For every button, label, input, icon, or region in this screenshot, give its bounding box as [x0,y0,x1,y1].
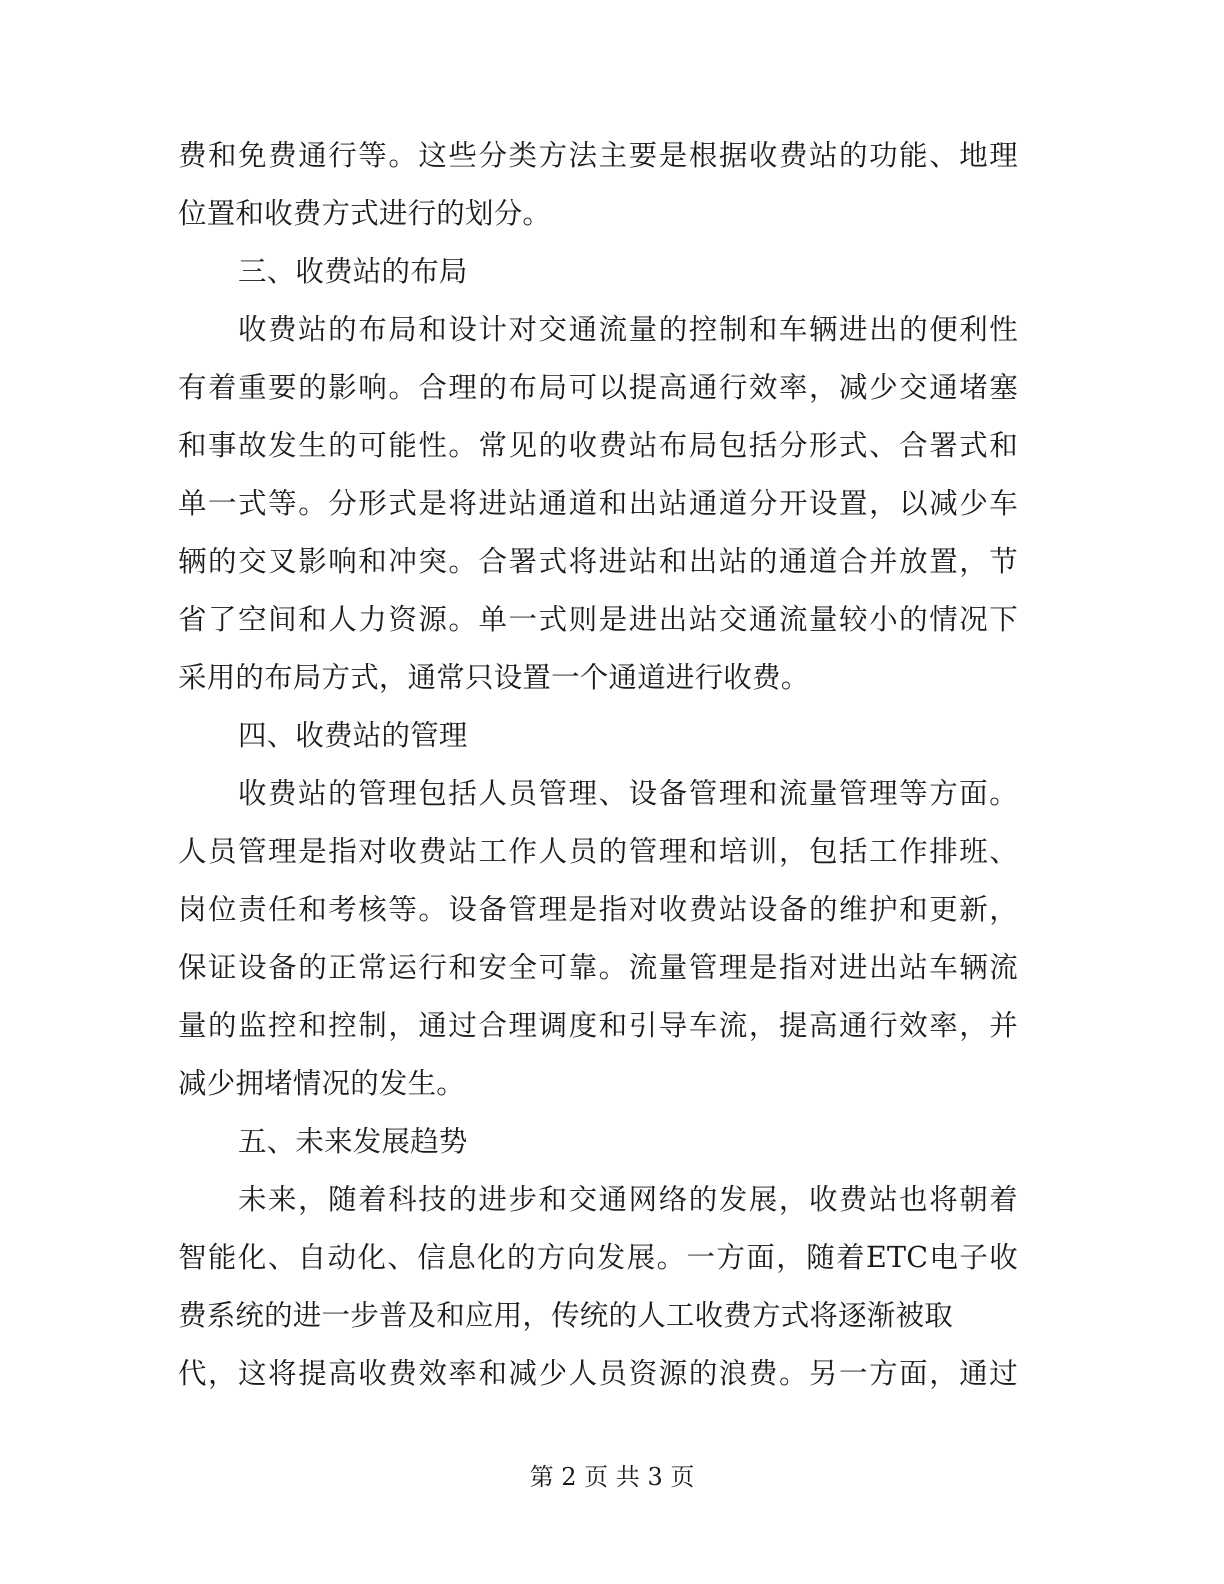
text-line: 位置和收费方式进行的划分。 [178,197,552,230]
section-heading: 四、收费站的管理 [238,719,468,752]
text-line: 保证设备的正常运行和安全可靠。流量管理是指对进出站车辆流 [178,951,1018,984]
text-line: 有着重要的影响。合理的布局可以提高通行效率，减少交通堵塞 [178,371,1018,404]
text-line: 量的监控和控制，通过合理调度和引导车流，提高通行效率，并 [178,1009,1018,1042]
text-line: 费和免费通行等。这些分类方法主要是根据收费站的功能、地理 [178,139,1018,172]
text-line: 采用的布局方式，通常只设置一个通道进行收费。 [178,661,810,694]
text-line: 岗位责任和考核等。设备管理是指对收费站设备的维护和更新， [178,893,1018,926]
text-line: 单一式等。分形式是将进站通道和出站通道分开设置，以减少车 [178,487,1018,520]
text-line: 人员管理是指对收费站工作人员的管理和培训，包括工作排班、 [178,835,1018,868]
section-heading: 五、未来发展趋势 [238,1125,468,1158]
text-line: 未来，随着科技的进步和交通网络的发展，收费站也将朝着 [238,1183,1018,1216]
text-line: 费系统的进一步普及和应用，传统的人工收费方式将逐渐被取 [178,1299,953,1332]
page-number-footer: 第 2 页 共 3 页 [529,1463,695,1491]
section-heading: 三、收费站的布局 [238,255,468,288]
text-line: 辆的交叉影响和冲突。合署式将进站和出站的通道合并放置，节 [178,545,1018,578]
text-line: 和事故发生的可能性。常见的收费站布局包括分形式、合署式和 [178,429,1018,462]
text-line: 代，这将提高收费效率和减少人员资源的浪费。另一方面，通过 [178,1357,1018,1390]
text-line: 省了空间和人力资源。单一式则是进出站交通流量较小的情况下 [178,603,1018,636]
text-line: 智能化、自动化、信息化的方向发展。一方面，随着ETC电子收 [178,1241,1018,1274]
text-line: 收费站的管理包括人员管理、设备管理和流量管理等方面。 [238,777,1018,810]
text-line: 收费站的布局和设计对交通流量的控制和车辆进出的便利性 [238,313,1018,346]
text-line: 减少拥堵情况的发生。 [178,1067,466,1100]
